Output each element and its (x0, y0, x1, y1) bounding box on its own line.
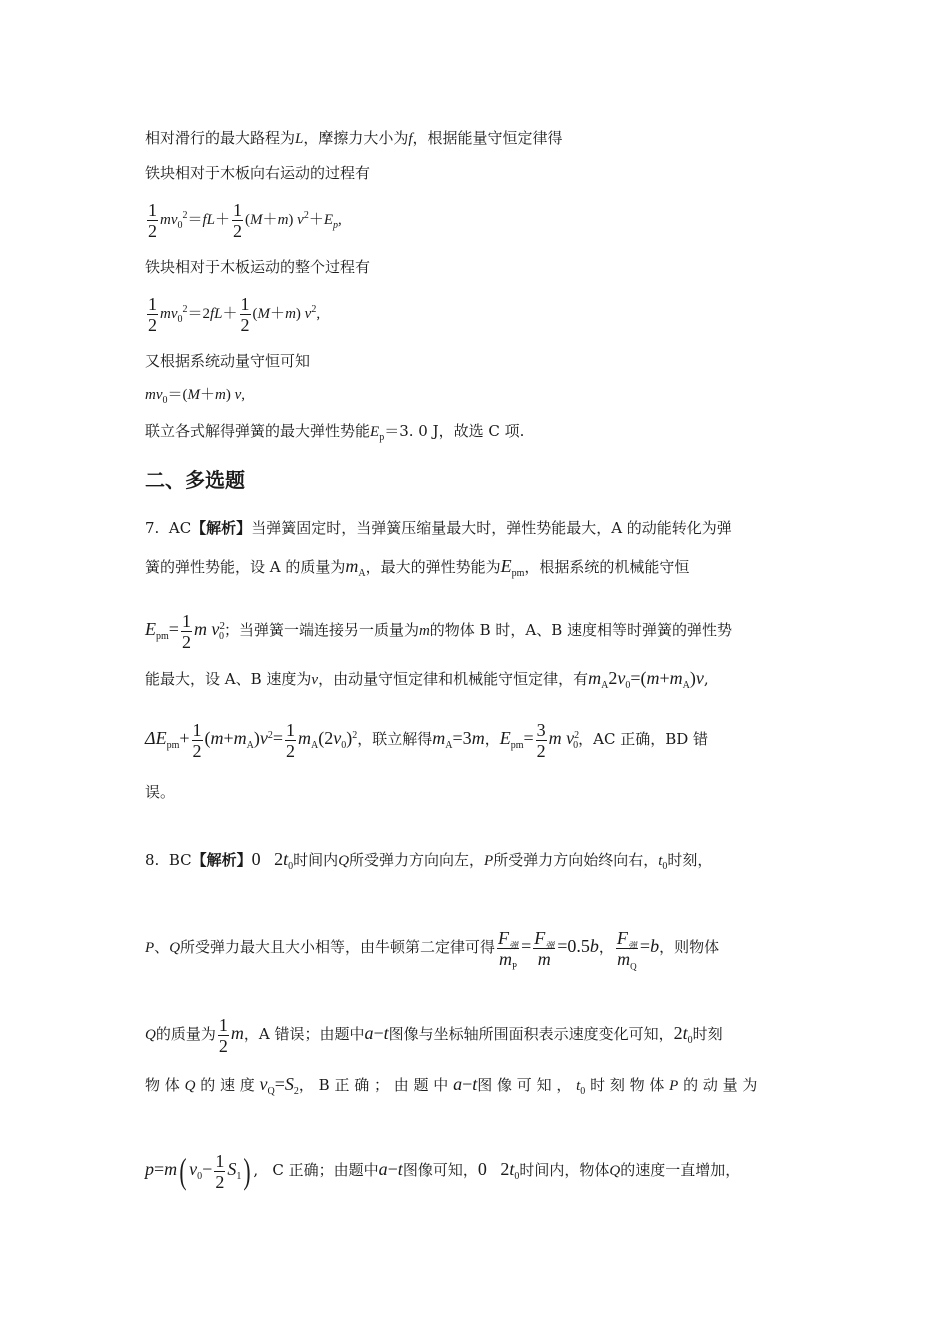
fraction-half: $\frac{1}{2}$ (148, 293, 157, 335)
text: 簧的弹性势能，设 A 的质量为 (145, 558, 346, 576)
answer: BC (168, 851, 192, 869)
text: ， B 正 确 ； 由 题 中 (298, 1076, 449, 1094)
q8-line-1: 8. BC【解析】0 $2t_0$时间内Q所受弹力方向向左，P所受弹力方向始终向右，$t_0$时刻， (145, 849, 713, 872)
fraction-half: $\frac{1}{2}$ (233, 199, 243, 241)
text: 的速度一直增加， (620, 1161, 741, 1179)
q8-line-5: p=m( $v_0-$ $\frac{1}{2}$ $S_1$) , C 正确；由题中a−t图像可知，0 $2t_0$时间内，物体Q的速度一直增加， (145, 1150, 741, 1192)
q7-line-1 (145, 518, 820, 538)
text: 时刻， (667, 851, 713, 869)
question-number: 8. (145, 851, 160, 869)
text: ，摩擦力大小为 (303, 129, 409, 147)
question-number: 7. (145, 519, 160, 537)
fraction-half: $\frac{1}{2}$ (240, 293, 250, 335)
text: 时 刻 物 体 (590, 1076, 665, 1094)
text: 当弹簧固定时，当弹簧压缩量最大时，弹性势能最大，A 的动能转化为弹 (251, 519, 732, 537)
text: ，则物体 (659, 938, 720, 956)
q8-line-3: Q的质量为 $\frac{1}{2}$ m，A 错误；由题中a−t图像与坐标轴所围面积表示速度变化可知，$2t_0$时刻 (145, 1014, 723, 1056)
text: AC 正确，BD 错 (593, 730, 709, 748)
text-line-8: 联立各式解得弹簧的最大弹性势能$E_p=3$. 0 J，故选 C 项. (145, 422, 525, 443)
text: ，由动量守恒定律和机械能守恒定律，有 (318, 670, 589, 688)
section-heading: 二、多选题 (145, 468, 245, 492)
text: ，根据系统的机械能守恒 (524, 558, 690, 576)
text: 物 体 (145, 1076, 180, 1094)
analysis-tag: 【解析】 (191, 851, 252, 869)
var-f: f (408, 131, 413, 147)
q7-line-4: 能最大，设 A、B 速度为v，由动量守恒定律和机械能守恒定律，有$m_A2v_0=(m+m_A)v$, (145, 668, 709, 691)
text: ，联立解得 (357, 730, 433, 748)
text: 图像可知， (402, 1161, 478, 1179)
text: 的质量为 (155, 1025, 216, 1043)
text: 所受弹力方向向左， (349, 851, 485, 869)
text: ＝3. 0 J，故选 C 项. (384, 422, 525, 440)
text: 时间内，物体 (519, 1161, 610, 1179)
text: 所受弹力最大且大小相等，由牛顿第二定律可得 (180, 938, 496, 956)
text: 图 像 可 知 ， (477, 1076, 572, 1094)
q7-line-5: $\Delta E_{pm}+$ $\frac{1}{2}$ $(m+m_A)v^2=$ $\frac{1}{2}$ $m_A(2v_0)^2$，联立解得$m_A=3m$，$E_{pm}=$ $\frac{3}{2}$ m $v^2_0$，AC 正确，BD 错 (145, 719, 709, 761)
var-L: L (295, 131, 304, 147)
q7-line-3: $E_{pm}=$ $\frac{1}{2}$ m $v^2_0$；当弹簧一端连接另一质量为m的物体 B 时，A、B 速度相等时弹簧的弹性势 (145, 610, 732, 652)
text-line-1 (145, 128, 820, 149)
equation-3: $mv_0=(M+m)$ v, (145, 387, 246, 406)
text: 的 速 度 (200, 1076, 255, 1094)
q8-line-2: P、Q所受弹力最大且大小相等，由牛顿第二定律可得 $\frac{F_弹}{m_P}$ = $\frac{F_弹}{m}$ =0.5b， $\frac{F_弹}{m_Q}$ =b，则物体 (145, 927, 720, 972)
q7-line-2: 簧的弹性势能，设 A 的质量为$m_A$，最大的弹性势能为$E_{pm}$，根据系统的机械能守恒 (145, 556, 690, 579)
text: 的 动 量 为 (683, 1076, 758, 1094)
text-line-4: 铁块相对于木板运动的整个过程有 (145, 258, 371, 276)
answer: AC (168, 519, 192, 537)
text: 时刻 (692, 1025, 723, 1043)
q8-line-4: 物 体 Q 的 速 度 $v_Q=S_2$， B 正 确 ； 由 题 中 a−t图 像 可 知 ， $t_0$ 时 刻 物 体 P 的 动 量 为 (145, 1074, 758, 1097)
text-line-6: 又根据系统动量守恒可知 (145, 352, 311, 370)
text: 所受弹力方向始终向右， (493, 851, 659, 869)
text: 相对滑行的最大路程为 (145, 129, 296, 147)
text: ，最大的弹性势能为 (365, 558, 501, 576)
equation-1: $\frac{1}{2}$ $mv_0^2=fL+$ $\frac{1}{2}$ (M＋m) $v^2+E_p$, (148, 199, 342, 241)
analysis-tag: 【解析】 (191, 519, 252, 537)
text: C 正确；由题中 (272, 1161, 379, 1179)
text: 联立各式解得弹簧的最大弹性势能 (145, 422, 371, 440)
text: 时间内 (293, 851, 339, 869)
text-line-2: 铁块相对于木板向右运动的过程有 (145, 164, 371, 182)
text: 图像与坐标轴所围面积表示速度变化可知， (388, 1025, 674, 1043)
text: 能最大，设 A、B 速度为 (145, 670, 312, 688)
fraction-half: $\frac{1}{2}$ (148, 199, 157, 241)
equation-2: $\frac{1}{2}$ $mv_0^2=2fL+$ $\frac{1}{2}$ (M＋m) $v^2$, (148, 293, 321, 335)
q7-line-6: 误。 (145, 783, 176, 801)
text: 的物体 B 时，A、B 速度相等时弹簧的弹性势 (429, 621, 732, 639)
text: ，A 错误；由题中 (243, 1025, 365, 1043)
text: ，根据能量守恒定律得 (412, 129, 563, 147)
text: ；当弹簧一端连接另一质量为 (223, 621, 419, 639)
